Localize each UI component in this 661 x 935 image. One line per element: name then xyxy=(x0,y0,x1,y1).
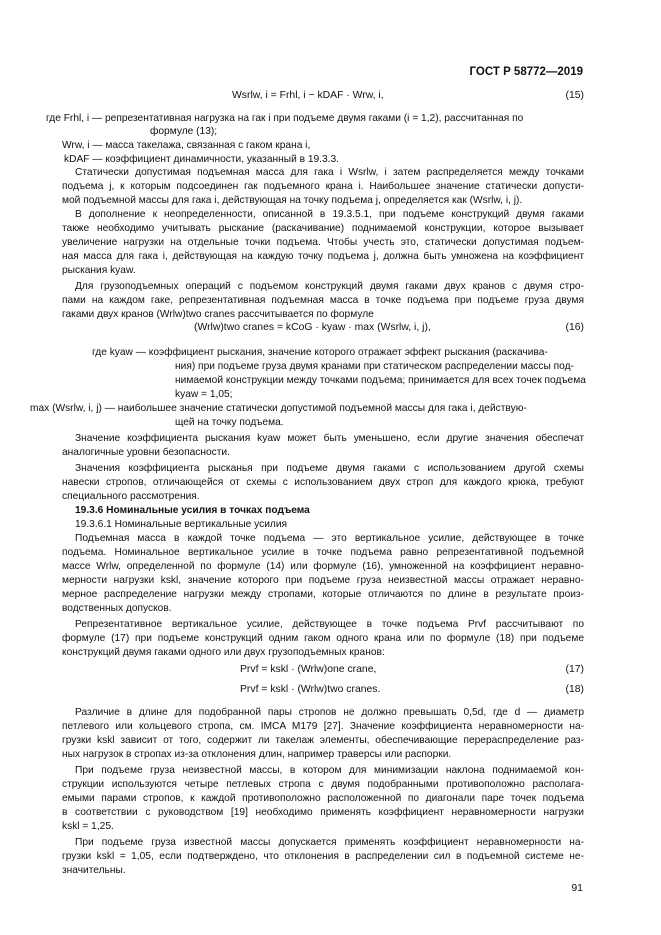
paragraph-line: Значение коэффициента рыскания kyaw может быть уменьшено, если другие значения обеспечат xyxy=(75,433,584,444)
definition-line: kyaw = 1,05; xyxy=(175,389,233,400)
paragraph-line: Для грузоподъемных операций с подъемом конструкций двумя гаками двух кранов с двумя стро- xyxy=(75,281,584,292)
formula-16: (Wrlw)two cranes = kCoG · kyaw · max (Wsrlw, i, j), xyxy=(194,322,431,333)
formula-18-number: (18) xyxy=(565,684,584,695)
standard-header: ГОСТ Р 58772—2019 xyxy=(469,66,583,78)
paragraph-line: Репрезентативное вертикальное усилие, действующее в точке подъема Prvf рассчитывают по xyxy=(75,619,584,630)
paragraph-line: рыскания kyaw. xyxy=(62,265,136,276)
paragraph-line: емыми парами стропов, к каждой противоположно расположенной по диагонали паре точек подъема xyxy=(62,793,584,804)
paragraph-line: специального рассмотрения. xyxy=(62,491,200,502)
paragraph-line: грузки kskl = 1,05, если подтверждено, что отклонения в распределении сил в подъемной системе не- xyxy=(62,851,584,862)
definition-line: формуле (13); xyxy=(150,126,218,137)
paragraph-line: петлевого или кольцевого стропа, см. IMCA M179 [27]. Значение коэффициента неравномерности на- xyxy=(62,721,584,732)
formula-16-number: (16) xyxy=(565,322,584,333)
formula-15-number: (15) xyxy=(565,90,584,101)
definition-line: где Frhl, i — репрезентативная нагрузка на гак i при подъеме двумя гаками (i = 1,2), рассчитанная по xyxy=(46,113,524,124)
paragraph-line: мой подъемной массы для гака i, действующая на точку подъема j, определяется как (Wsrlw, i, j). xyxy=(62,195,523,206)
formula-15: Wsrlw, i = Frhl, i − kDAF · Wrw, i, xyxy=(232,90,384,101)
paragraph-line: водственных допусков. xyxy=(62,603,172,614)
paragraph-line: конструкций двумя гаками одного или двух грузоподъемных кранов: xyxy=(62,647,385,658)
definition-line: где kyaw — коэффициент рыскания, значение которого отражает эффект рыскания (раскачива- xyxy=(92,347,548,358)
paragraph-line: подъема. Номинальное вертикальное усилие в точке подъема равно репрезентативной подъемной xyxy=(62,547,584,558)
subsection-heading: 19.3.6.1 Номинальные вертикальные усилия xyxy=(75,519,288,530)
formula-18: Prvf = kskl · (Wrlw)two cranes. xyxy=(240,684,381,695)
paragraph-line: пами на каждом гаке, репрезентативная подъемная масса в точке подъема при подъеме груза двумя xyxy=(62,295,584,306)
paragraph-line: При подъеме груза неизвестной массы, в котором для минимизации наклона поднимаемой кон- xyxy=(75,765,584,776)
paragraph-line: навески стропов, отличающейся от схемы с использованием двух строп для каждого крюка, требуют xyxy=(62,477,584,488)
paragraph-line: Подъемная масса в каждой точке подъема — это вертикальное усилие, действующее в точке xyxy=(75,533,584,544)
paragraph-line: Значения коэффициента рысканья при подъеме двумя гаками с использованием другой схемы xyxy=(75,463,584,474)
definition-line: Wrw, i — масса такелажа, связанная с гаком крана i, xyxy=(62,140,311,151)
paragraph-line: Различие в длине для подобранной пары стропов не должно превышать 0,5d, где d — диаметр xyxy=(75,707,584,718)
paragraph-line: аналогичные уровни безопасности. xyxy=(62,447,230,458)
formula-17: Prvf = kskl · (Wrlw)one crane, xyxy=(240,664,377,675)
definition-line: max (Wsrlw, i, j) — наибольшее значение статически допустимой подъемной массы для гака i, действую- xyxy=(30,403,527,414)
paragraph-line: в соответствии с руководством [19] необходимо применять коэффициент неравномерности нагрузки xyxy=(62,807,584,818)
paragraph-line: kskl = 1,25. xyxy=(62,821,114,832)
paragraph-line: ная масса для гака i, действующая на каждую точку подъема j, должна быть умножена на коэффициент xyxy=(62,251,584,262)
paragraph-line: ных нагрузок в стропах из-за отклонения длин, например траверсы или распорки. xyxy=(62,749,452,760)
paragraph-line: значительны. xyxy=(62,865,126,876)
paragraph-line: струкции используются четыре петлевых стропа с двумя подобранными противоположно располага- xyxy=(62,779,584,790)
definition-line: нимаемой конструкции между точками подъема; принимается для всех точек подъема xyxy=(175,375,586,386)
paragraph-line: также необходимо учитывать рыскание (раскачивание) поднимаемой конструкции, которое вызывает xyxy=(62,223,584,234)
paragraph-line: массе Wrlw, определенной по формуле (14) или формуле (16), умноженной на коэффициент неравно- xyxy=(62,561,584,572)
paragraph-line: увеличение нагрузки на отдельные точки подъема. Чтобы учесть это, статически допустимая подъем- xyxy=(62,237,584,248)
paragraph-line: мерности нагрузки kskl, значение которого при подъеме груза неизвестной массы отражает неравно- xyxy=(62,575,584,586)
paragraph-line: подъема j, к которым подсоединен гак подъемного крана i. Наибольшее значение статически допусти- xyxy=(62,181,584,192)
definition-line: kDAF — коэффициент динамичности, указанный в 19.3.3. xyxy=(64,154,340,165)
paragraph-line: Статически допустимая подъемная масса для гака i Wsrlw, i затем распределяется между точками xyxy=(75,167,584,178)
definition-line: ния) при подъеме груза двумя кранами при статическом распределении массы под- xyxy=(175,361,574,372)
paragraph-line: В дополнение к неопределенности, описанной в 19.3.5.1, при подъеме конструкций двумя гаками xyxy=(75,209,584,220)
formula-17-number: (17) xyxy=(565,664,584,675)
paragraph-line: При подъеме груза известной массы допускается применять коэффициент неравномерности на- xyxy=(75,837,584,848)
paragraph-line: гаками двух кранов (Wrlw)two cranes рассчитывается по формуле xyxy=(62,309,374,320)
paragraph-line: мерное распределение нагрузки между стропами, которые отличаются по длине в результате произ- xyxy=(62,589,584,600)
page-number: 91 xyxy=(571,882,583,894)
paragraph-line: формуле (17) при подъеме конструкций одним гаком одного крана или по формуле (18) при подъеме xyxy=(62,633,584,644)
paragraph-line: грузки kskl зависит от того, содержит ли такелаж элементы, обеспечивающие перераспределение раз- xyxy=(62,735,584,746)
section-heading: 19.3.6 Номинальные усилия в точках подъема xyxy=(75,505,310,516)
definition-line: щей на точку подъема. xyxy=(175,417,284,428)
